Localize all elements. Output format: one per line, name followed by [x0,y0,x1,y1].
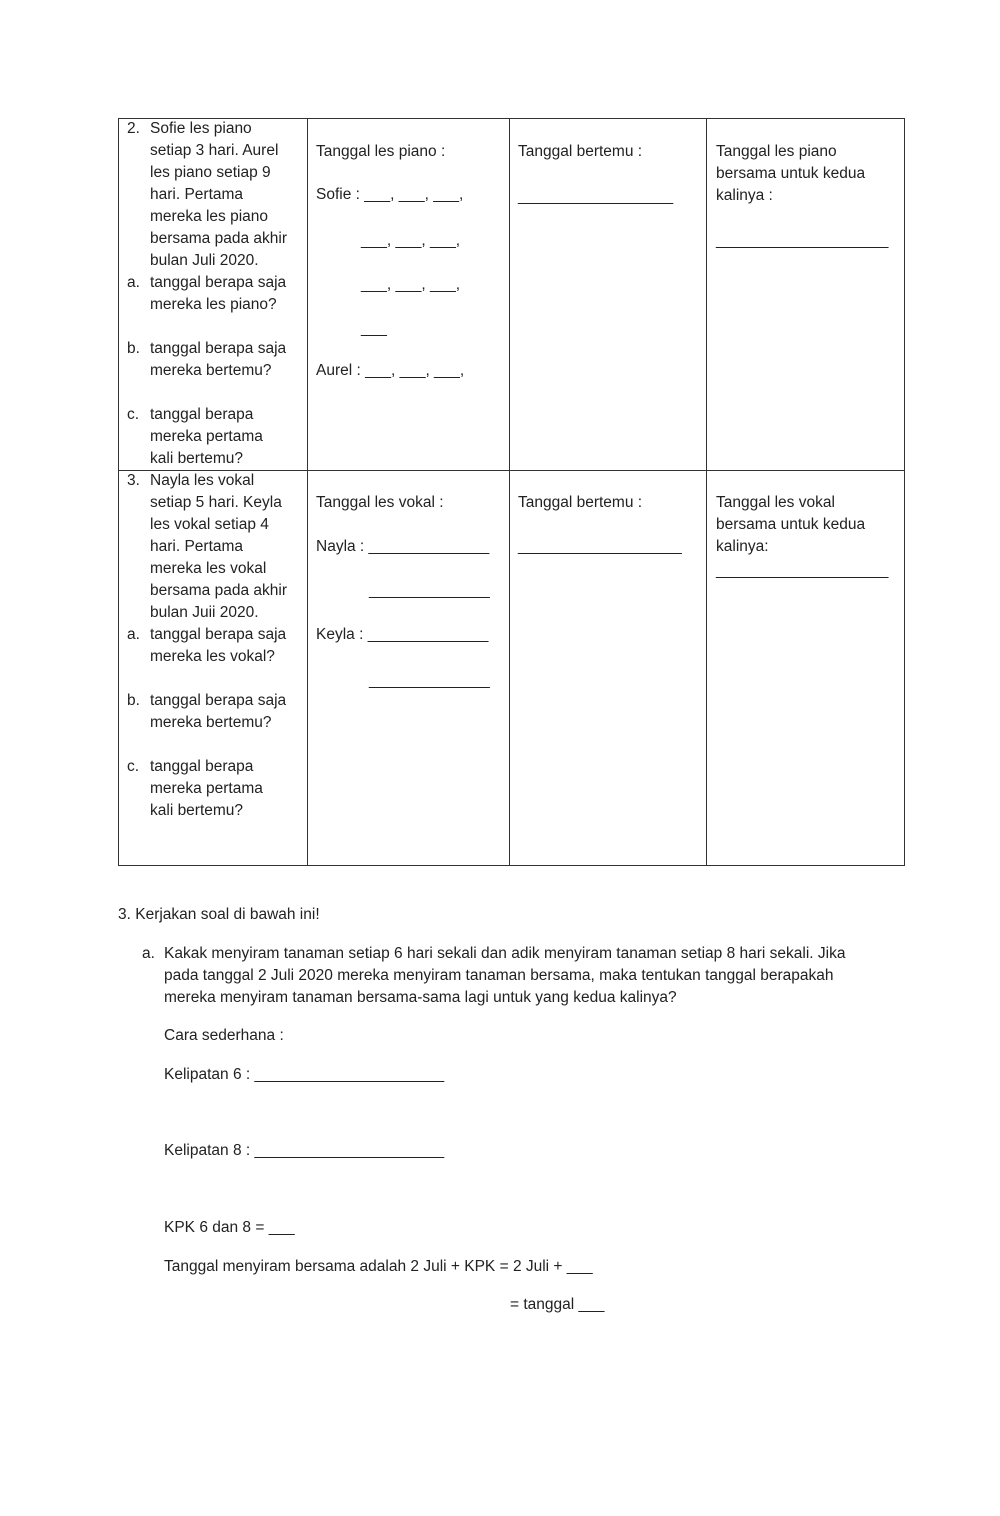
kelipatan-6-blank[interactable]: Kelipatan 6 : ______________________ [164,1066,445,1083]
answer-blank-keyla[interactable]: Keyla : ______________ [316,626,489,643]
sub-question-label: c. [127,406,140,423]
question-text-line: bersama pada akhir [150,582,287,599]
question-text-line: bulan Juli 2020. [150,252,259,269]
answer-blank-bertemu[interactable]: ___________________ [518,538,682,555]
column-title: kalinya : [716,187,773,204]
tanggal-formula-line[interactable]: Tanggal menyiram bersama adalah 2 Juli + KPK = 2 Juli + ___ [164,1258,593,1275]
column-title: Tanggal les vokal : [316,494,444,511]
kelipatan-8-blank[interactable]: Kelipatan 8 : ______________________ [164,1142,445,1159]
problem-text-line: Kakak menyiram tanaman setiap 6 hari sekali dan adik menyiram tanaman setiap 8 hari sekali. Jika [164,945,846,962]
cara-label: Cara sederhana : [164,1027,284,1044]
sub-question-text: mereka pertama [150,780,263,797]
sub-question-label: b. [127,340,140,357]
sub-question-text: mereka bertemu? [150,362,272,379]
sub-question-text: mereka pertama [150,428,263,445]
sub-question-text: mereka bertemu? [150,714,272,731]
question-text-line: bersama pada akhir [150,230,287,247]
column-title: Tanggal bertemu : [518,494,643,511]
question-text-line: mereka les vokal [150,560,267,577]
answer-blank-kedua[interactable]: ____________________ [716,562,889,579]
sub-question-text: kali bertemu? [150,450,244,467]
result-line[interactable]: = tanggal ___ [510,1296,605,1313]
table-col-divider [706,118,707,866]
sub-question-text: tanggal berapa saja [150,692,287,709]
sub-question-text: tanggal berapa saja [150,274,287,291]
column-title: Tanggal bertemu : [518,143,643,160]
question-text-line: Nayla les vokal [150,472,255,489]
question-number: 2. [127,120,140,137]
answer-blank[interactable]: ______________ [369,672,490,689]
table-border-right [904,118,905,866]
question-text-line: Sofie les piano [150,120,252,137]
column-title: Tanggal les piano [716,143,837,160]
problem-text-line: pada tanggal 2 Juli 2020 mereka menyiram tanaman bersama, maka tentukan tanggal berapakah [164,967,834,984]
question-text-line: les vokal setiap 4 [150,516,269,533]
answer-blank-aurel[interactable]: Aurel : ___, ___, ___, [316,362,465,379]
sub-question-label: b. [127,692,140,709]
question-text-line: mereka les piano [150,208,269,225]
column-title: bersama untuk kedua [716,165,866,182]
sub-question-text: kali bertemu? [150,802,244,819]
section-heading: 3. Kerjakan soal di bawah ini! [118,906,320,923]
sub-question-text: tanggal berapa [150,758,254,775]
question-text-line: setiap 3 hari. Aurel [150,142,279,159]
answer-blank[interactable]: ___, ___, ___, [361,232,461,249]
table-col-divider [509,118,510,866]
table-border-left [118,118,119,866]
question-text-line: bulan Juii 2020. [150,604,259,621]
question-text-line: hari. Pertama [150,538,244,555]
sub-question-text: mereka les vokal? [150,648,275,665]
sub-question-label: a. [127,274,140,291]
question-text-line: les piano setiap 9 [150,164,271,181]
item-label: a. [142,945,155,962]
answer-blank[interactable]: ___, ___, ___, [361,276,461,293]
answer-blank[interactable]: ___ [361,320,387,337]
sub-question-label: a. [127,626,140,643]
answer-blank-bertemu[interactable]: __________________ [518,188,674,205]
sub-question-text: tanggal berapa saja [150,626,287,643]
column-title: Tanggal les vokal [716,494,835,511]
column-title: bersama untuk kedua [716,516,866,533]
column-title: Tanggal les piano : [316,143,446,160]
sub-question-text: tanggal berapa [150,406,254,423]
table-border-bottom [118,865,905,866]
answer-blank-kedua[interactable]: ____________________ [716,232,889,249]
problem-text-line: mereka menyiram tanaman bersama-sama lagi untuk yang kedua kalinya? [164,989,677,1006]
column-title: kalinya: [716,538,769,555]
question-number: 3. [127,472,140,489]
question-text-line: hari. Pertama [150,186,244,203]
table-col-divider [307,118,308,866]
kpk-blank[interactable]: KPK 6 dan 8 = ___ [164,1219,295,1236]
sub-question-text: mereka les piano? [150,296,277,313]
answer-blank-sofie[interactable]: Sofie : ___, ___, ___, [316,186,464,203]
question-text-line: setiap 5 hari. Keyla [150,494,282,511]
sub-question-label: c. [127,758,140,775]
answer-blank[interactable]: ______________ [369,582,490,599]
sub-question-text: tanggal berapa saja [150,340,287,357]
answer-blank-nayla[interactable]: Nayla : ______________ [316,538,490,555]
